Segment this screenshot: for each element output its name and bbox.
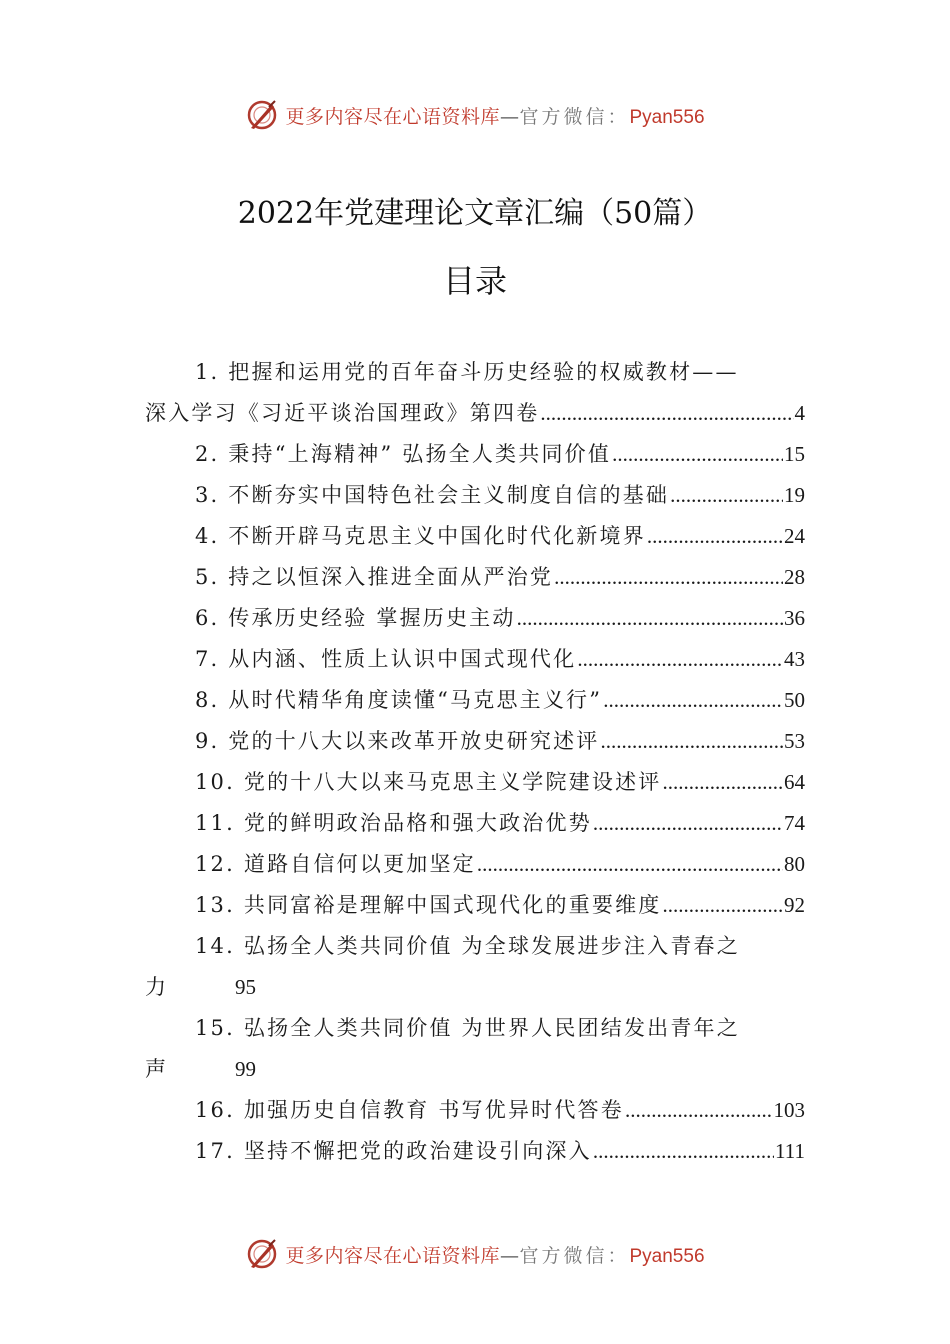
banner-main-text: 更多内容尽在心语资料库 (285, 1244, 500, 1267)
toc-entry-title: 深入学习《习近平谈治国理政》第四卷 (145, 401, 540, 425)
banner-separator: — (499, 105, 520, 128)
toc-page-number: 92 (784, 893, 805, 917)
toc-entry-title-tail: 力 (145, 975, 169, 999)
quill-logo-icon (245, 98, 279, 132)
toc-leader-dots (603, 680, 783, 721)
toc-entry-title: 11. 党的鲜明政治品格和强大政治优势 (195, 811, 592, 835)
toc-entry-14-line1[interactable] (145, 926, 805, 967)
document-title: 2022年党建理论文章汇编（50篇） (237, 196, 713, 231)
toc-entry-title: 2. 秉持“上海精神” 弘扬全人类共同价值 (195, 442, 612, 466)
toc-leader-dots (577, 639, 783, 680)
banner-text (285, 102, 704, 129)
toc-leader-dots (670, 475, 783, 516)
toc-leader-dots (662, 885, 783, 926)
toc-entry-11[interactable] (145, 803, 805, 844)
toc-entry-14-line2[interactable] (145, 967, 805, 1008)
toc-leader-dots (662, 762, 783, 803)
toc-entry-5[interactable] (145, 557, 805, 598)
toc-page-number: 15 (784, 442, 805, 466)
toc-entry-title: 1. 把握和运用党的百年奋斗历史经验的权威教材—— (195, 360, 739, 384)
toc-leader-dots (517, 598, 783, 639)
banner-main-text: 更多内容尽在心语资料库 (285, 105, 500, 128)
toc-page-number: 99 (235, 1057, 256, 1081)
toc-page-number: 80 (784, 852, 805, 876)
toc-entry-3[interactable] (145, 475, 805, 516)
toc-entry-13[interactable] (145, 885, 805, 926)
toc-page-number: 53 (784, 729, 805, 753)
toc-leader-dots (554, 557, 783, 598)
toc-entry-15-line2[interactable] (145, 1049, 805, 1090)
banner-content (245, 1237, 704, 1271)
toc-entry-2[interactable] (145, 434, 805, 475)
toc-entry-title: 3. 不断夯实中国特色社会主义制度自信的基础 (195, 483, 670, 507)
toc-page-number: 43 (784, 647, 805, 671)
toc-entry-15-line1[interactable] (145, 1008, 805, 1049)
toc-page-number: 74 (784, 811, 805, 835)
toc-page-number: 19 (784, 483, 805, 507)
table-of-contents (145, 352, 805, 1172)
banner-wechat-label: 官方微信： (519, 1244, 630, 1267)
toc-leader-dots (647, 516, 783, 557)
toc-leader-dots (601, 721, 783, 762)
toc-leader-dots (477, 844, 783, 885)
toc-entry-4[interactable] (145, 516, 805, 557)
quill-logo-icon (245, 1237, 279, 1271)
toc-entry-1-line2[interactable] (145, 393, 805, 434)
banner-wechat-id: Pyan556 (629, 1245, 705, 1267)
toc-entry-12[interactable] (145, 844, 805, 885)
toc-entry-title: 8. 从时代精华角度读懂“马克思主义行” (195, 688, 603, 712)
toc-page-number: 36 (784, 606, 805, 630)
toc-leader-dots (593, 803, 783, 844)
toc-page-number: 95 (235, 975, 256, 999)
toc-page-number: 50 (784, 688, 805, 712)
toc-entry-1-line1[interactable] (145, 352, 805, 393)
toc-entry-title: 7. 从内涵、性质上认识中国式现代化 (195, 647, 577, 671)
toc-entry-6[interactable] (145, 598, 805, 639)
toc-page-number: 111 (775, 1139, 805, 1163)
toc-entry-10[interactable] (145, 762, 805, 803)
banner-wechat-id: Pyan556 (629, 106, 705, 128)
toc-entry-title: 13. 共同富裕是理解中国式现代化的重要维度 (195, 893, 662, 917)
toc-entry-9[interactable] (145, 721, 805, 762)
toc-page-number: 28 (784, 565, 805, 589)
toc-entry-title: 4. 不断开辟马克思主义中国化时代化新境界 (195, 524, 646, 548)
toc-entry-title-tail: 声 (145, 1057, 169, 1081)
toc-entry-title: 15. 弘扬全人类共同价值 为世界人民团结发出青年之 (195, 1016, 740, 1040)
banner-text (285, 1241, 704, 1268)
toc-entry-title: 5. 持之以恒深入推进全面从严治党 (195, 565, 554, 589)
toc-entry-title: 17. 坚持不懈把党的政治建设引向深入 (195, 1139, 592, 1163)
toc-entry-title: 12. 道路自信何以更加坚定 (195, 852, 476, 876)
banner-wechat-label: 官方微信： (519, 105, 630, 128)
toc-page-number: 64 (784, 770, 805, 794)
toc-entry-title: 9. 党的十八大以来改革开放史研究述评 (195, 729, 600, 753)
toc-entry-title: 6. 传承历史经验 掌握历史主动 (195, 606, 516, 630)
toc-leader-dots (540, 393, 793, 434)
toc-entry-16[interactable] (145, 1090, 805, 1131)
toc-leader-dots (625, 1090, 773, 1131)
banner-separator: — (499, 1244, 520, 1267)
toc-entry-7[interactable] (145, 639, 805, 680)
toc-entry-title: 10. 党的十八大以来马克思主义学院建设述评 (195, 770, 662, 794)
toc-entry-8[interactable] (145, 680, 805, 721)
footer-banner (0, 1234, 950, 1274)
toc-page-number: 103 (773, 1098, 805, 1122)
toc-leader-dots (612, 434, 783, 475)
toc-leader-dots (593, 1131, 774, 1172)
toc-page-number: 24 (784, 524, 805, 548)
banner-content (245, 98, 704, 132)
toc-heading: 目录 (442, 262, 507, 300)
toc-entry-title: 14. 弘扬全人类共同价值 为全球发展进步注入青春之 (195, 934, 740, 958)
toc-entry-17[interactable] (145, 1131, 805, 1172)
toc-entry-title: 16. 加强历史自信教育 书写优异时代答卷 (195, 1098, 624, 1122)
toc-page-number: 4 (794, 401, 805, 425)
header-banner (0, 95, 950, 135)
